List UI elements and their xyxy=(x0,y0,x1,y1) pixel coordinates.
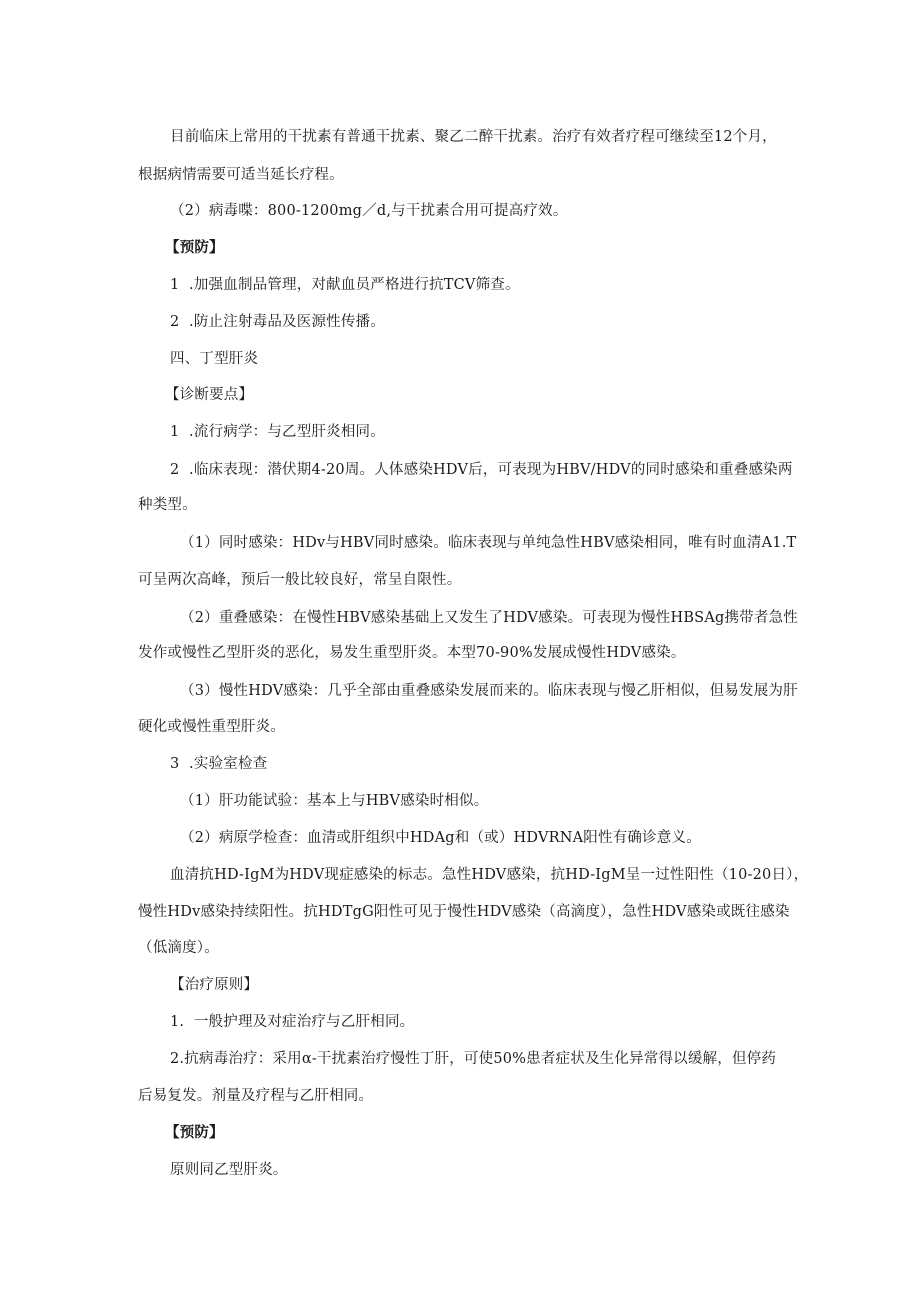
list-item-general-care: 1. 一般护理及对症治疗与乙肝相同。 xyxy=(170,1014,415,1030)
list-item-clinical-line-1: 2 .临床表现：潜伏期4-20周。人体感染HDV后，可表现为HBV/HDV的同时感染和重叠感染两 xyxy=(170,462,793,478)
paragraph-etiology: （2）病原学检查：血清或肝组织中HDAg和（或）HDVRNA阳性有确诊意义。 xyxy=(180,830,701,846)
heading-prevention-d: 【预防】 xyxy=(165,1124,224,1141)
paragraph-superinfection-line-1: （2）重叠感染：在慢性HBV感染基础上又发生了HDV感染。可表现为慢性HBSAg携带者急性 xyxy=(180,610,798,626)
list-item-drug-prevention: 2 .防止注射毒品及医源性传播。 xyxy=(170,314,385,330)
paragraph-chronic-hdv-line-1: （3）慢性HDV感染：几乎全部由重叠感染发展而来的。临床表现与慢乙肝相似，但易发展为肝 xyxy=(180,683,798,699)
paragraph-ribavirin: （2）病毒喋：800-1200mg／d,与干扰素合用可提高疗效。 xyxy=(170,203,568,219)
paragraph-prevention-d: 原则同乙型肝炎。 xyxy=(170,1162,288,1178)
paragraph-superinfection-line-2: 发作或慢性乙型肝炎的恶化，易发生重型肝炎。本型70-90%发展成慢性HDV感染。 xyxy=(138,645,686,661)
list-item-clinical-line-2: 种类型。 xyxy=(138,497,197,513)
paragraph-serum-line-3: （低滴度）。 xyxy=(138,940,219,956)
heading-prevention-c: 【预防】 xyxy=(165,239,224,256)
paragraph-serum-line-1: 血清抗HD-IgM为HDV现症感染的标志。急性HDV感染，抗HD-IgM呈一过性阳性（10-20日）， xyxy=(170,867,809,883)
list-item-blood-products: 1 .加强血制品管理，对献血员严格进行抗TCV筛查。 xyxy=(170,277,520,293)
paragraph-serum-line-2: 慢性HDv感染持续阳性。抗HDTgG阳性可见于慢性HDV感染（高滴度），急性HDV感染或既往感染 xyxy=(138,904,790,920)
paragraph-interferon-line-2: 根据病情需要可适当延长疗程。 xyxy=(138,167,344,183)
list-item-epidemiology: 1 .流行病学：与乙型肝炎相同。 xyxy=(170,424,385,440)
paragraph-chronic-hdv-line-2: 硬化或慢性重型肝炎。 xyxy=(138,719,285,735)
paragraph-coinfection-line-2: 可呈两次高峰，预后一般比较良好，常呈自限性。 xyxy=(138,572,462,588)
heading-treatment: 【治疗原则】 xyxy=(170,977,259,993)
paragraph-antiviral-line-1: 2.抗病毒治疗：采用α-干扰素治疗慢性丁肝，可使50%患者症状及生化异常得以缓解，但停药 xyxy=(170,1051,777,1067)
paragraph-liver-function: （1）肝功能试验：基本上与HBV感染时相似。 xyxy=(180,793,489,809)
section-title-hepatitis-d: 四、丁型肝炎 xyxy=(170,351,259,367)
list-item-lab-tests: 3 .实验室检查 xyxy=(170,756,268,772)
paragraph-antiviral-line-2: 后易复发。剂量及疗程与乙肝相同。 xyxy=(138,1088,374,1104)
paragraph-coinfection-line-1: （1）同时感染：HDv与HBV同时感染。临床表现与单纯急性HBV感染相同，唯有时血清A1.T xyxy=(180,535,797,551)
paragraph-interferon-line-1: 目前临床上常用的干扰素有普通干扰素、聚乙二醉干扰素。治疗有效者疗程可继续至12个月， xyxy=(170,129,777,145)
heading-diagnosis: 【诊断要点】 xyxy=(165,387,254,403)
